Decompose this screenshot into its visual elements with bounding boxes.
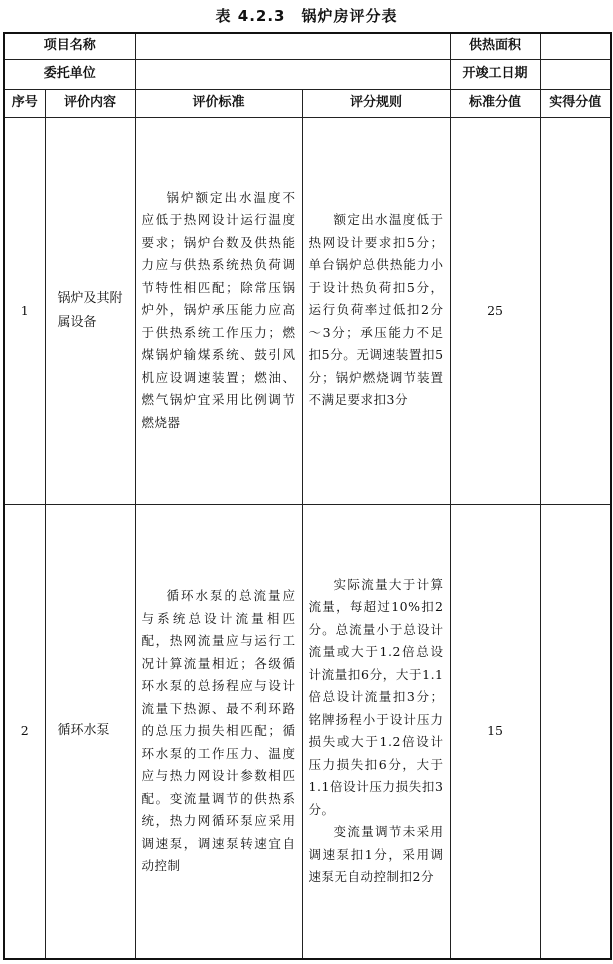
rule-text-2: 变流量调节未采用调速泵扣1分，采用调速泵无自动控制扣2分 bbox=[308, 824, 444, 885]
rule-text: 额定出水温度低于热网设计要求扣5分；单台锅炉总供热能力小于设计热负荷扣5分，运行负荷率过低扣2分～3分；承压能力不足扣5分。无调速装置扣5分；锅炉燃烧调节装置不满足要求扣3分 bbox=[308, 212, 444, 408]
row-rule bbox=[302, 117, 450, 504]
row-rule bbox=[302, 504, 450, 959]
row-std-score: 25 bbox=[450, 117, 540, 504]
client-label: 委托单位 bbox=[4, 59, 135, 89]
table-row bbox=[4, 504, 611, 959]
row-std-score: 15 bbox=[450, 504, 540, 959]
col-header-rule: 评分规则 bbox=[302, 89, 450, 117]
row-no: 2 bbox=[4, 504, 45, 959]
table-row bbox=[4, 117, 611, 504]
project-name-value[interactable] bbox=[135, 33, 450, 59]
row-standard bbox=[135, 117, 302, 504]
row-content: 锅炉及其附属设备 bbox=[45, 117, 135, 504]
col-header-no: 序号 bbox=[4, 89, 45, 117]
table-title: 表 4.2.3 锅炉房评分表 bbox=[215, 7, 398, 25]
project-name-row bbox=[4, 33, 611, 59]
col-header-actual-score: 实得分值 bbox=[540, 89, 611, 117]
row-content: 循环水泵 bbox=[45, 504, 135, 959]
heating-area-label: 供热面积 bbox=[450, 33, 540, 59]
row-standard bbox=[135, 504, 302, 959]
client-row bbox=[4, 59, 611, 89]
standard-text: 循环水泵的总流量应与系统总设计流量相匹配，热网流量应与运行工况计算流量相近；各级循环水泵的总扬程应与设计流量下热源、最不利环路的总压力损失相匹配；循环水泵的工作压力、温度应与热力网设计参数相匹配。变流量调节的供热系统，热力网循环泵应采用调速泵，调速泵转速宜自动控制 bbox=[141, 588, 296, 873]
row-no: 1 bbox=[4, 117, 45, 504]
client-value[interactable] bbox=[135, 59, 450, 89]
row-actual-score[interactable] bbox=[540, 117, 611, 504]
column-header-row bbox=[4, 89, 611, 117]
row-actual-score[interactable] bbox=[540, 504, 611, 959]
standard-text: 锅炉额定出水温度不应低于热网设计运行温度要求；锅炉台数及供热能力应与供热系统热负荷调节特性相匹配；除常压锅炉外，锅炉承压能力应高于供热系统工作压力；燃煤锅炉输煤系统、鼓引风机应设调速装置；燃油、燃气锅炉宜采用比例调节燃烧器 bbox=[141, 189, 296, 430]
project-name-label: 项目名称 bbox=[4, 33, 135, 59]
col-header-std-score: 标准分值 bbox=[450, 89, 540, 117]
completion-date-label: 开竣工日期 bbox=[450, 59, 540, 89]
rule-text: 实际流量大于计算流量，每超过10%扣2分。总流量小于总设计流量或大于1.2倍总设计流量扣6分，大于1.1倍总设计流量扣3分；铭牌扬程小于设计压力损失或大于1.2倍设计压力损失扣6分，大于1.1倍设计压力损失扣3分。 bbox=[308, 576, 444, 817]
heating-area-value[interactable] bbox=[540, 33, 611, 59]
boiler-room-score-table bbox=[3, 32, 612, 960]
col-header-content: 评价内容 bbox=[45, 89, 135, 117]
col-header-standard: 评价标准 bbox=[135, 89, 302, 117]
completion-date-value[interactable] bbox=[540, 59, 611, 89]
